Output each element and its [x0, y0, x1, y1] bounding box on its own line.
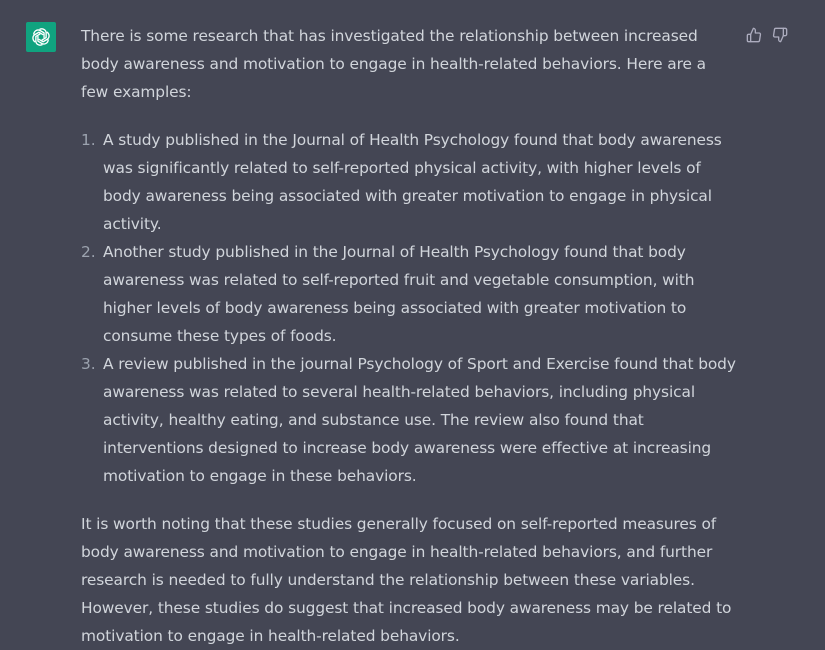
list-item-text: A review published in the journal Psychology of Sport and Exercise found that body awareness was related to several health-related behaviors, including physical activity, healthy eating, and substance use. The review also found that interventions designed to increase body awareness were effective at increasing motivation to engage in these behaviors. [103, 355, 736, 485]
list-item [81, 350, 736, 490]
thumbs-down-button[interactable] [770, 25, 790, 45]
message-conclusion: It is worth noting that these studies generally focused on self-reported measures of body awareness and motivation to engage in health-related behaviors, and further research is needed to fully understand the relationship between these variables. However, these studies do suggest that increased body awareness may be related to motivation to engage in health-related behaviors. [81, 515, 732, 645]
examples-list [81, 126, 736, 490]
list-item-number: 3. [81, 355, 96, 373]
list-item [81, 126, 736, 238]
list-item-text: A study published in the Journal of Health Psychology found that body awareness was significantly related to self-reported physical activity, with higher levels of body awareness being associated with greater motivation to engage in physical activity. [103, 131, 722, 233]
list-item [81, 238, 736, 350]
message-content [81, 22, 736, 650]
feedback-actions [744, 25, 790, 45]
list-item-number: 2. [81, 243, 96, 261]
assistant-avatar [26, 22, 56, 52]
message-intro: There is some research that has investigated the relationship between increased body awareness and motivation to engage in health-related behaviors. Here are a few examples: [81, 27, 706, 101]
thumbs-up-icon [746, 27, 762, 43]
openai-logo-icon [30, 26, 52, 48]
thumbs-up-button[interactable] [744, 25, 764, 45]
list-item-text: Another study published in the Journal of Health Psychology found that body awareness was related to self-reported fruit and vegetable consumption, with higher levels of body awareness being associated with greater motivation to consume these types of foods. [103, 243, 695, 345]
thumbs-down-icon [772, 27, 788, 43]
list-item-number: 1. [81, 131, 96, 149]
